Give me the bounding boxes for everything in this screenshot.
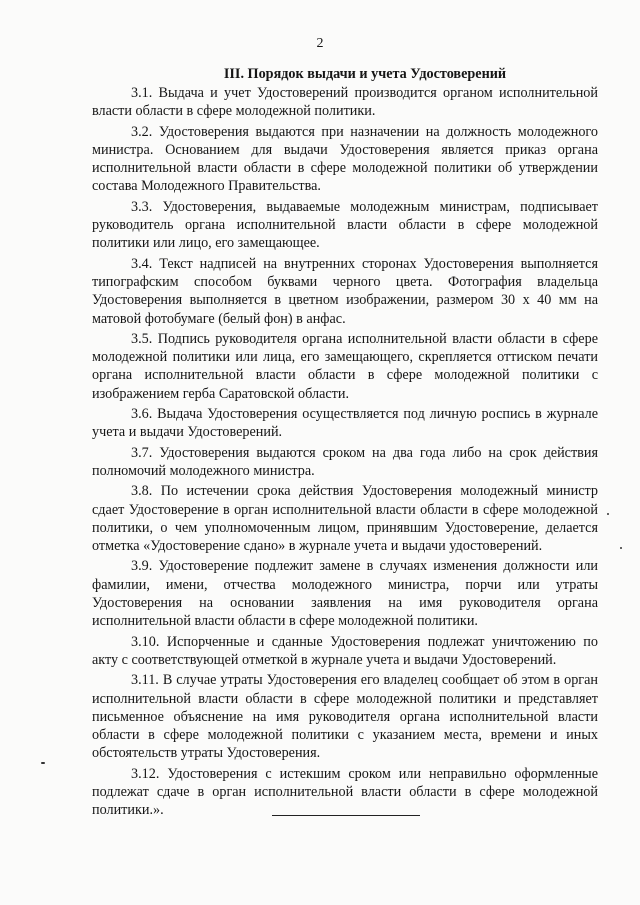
paragraph-3-6: 3.6. Выдача Удостоверения осуществляется под личную роспись в журнале учета и выдачи Удостоверений. <box>92 406 598 441</box>
paragraph-3-5: 3.5. Подпись руководителя органа исполнительной власти области в сфере молодежной политики или лица, его замещающего, скрепляется оттиском печати органа исполнительной власти области в сфере молодежной политики с изображением герба Саратовской области. <box>92 330 598 402</box>
scan-speck <box>41 762 45 764</box>
paragraph-3-11: 3.11. В случае утраты Удостоверения его владелец сообщает об этом в орган исполнительной власти области в сфере молодежной политики и представляет письменное объяснение на имя руководителя органа исполнительной власти области в сфере молодежной политики с указанием места, времени и иных обстоятельств утраты Удостоверения. <box>92 672 598 762</box>
page-number: 2 <box>316 36 324 51</box>
paragraph-3-12: 3.12. Удостоверения с истекшим сроком или неправильно оформленные подлежат сдаче в орган исполнительной власти области в сфере молодежной политики.». <box>92 765 598 819</box>
paragraph-3-4: 3.4. Текст надписей на внутренних сторонах Удостоверения выполняется типографским способом буквами черного цвета. Фотография владельца Удостоверения выполняется в цветном изображении, размером 30 х 40 мм на матовой фотобумаге (белый фон) в анфас. <box>92 255 598 327</box>
scan-speck <box>607 513 609 515</box>
section-title: III. Порядок выдачи и учета Удостоверений <box>223 66 507 82</box>
document-body <box>92 65 598 822</box>
paragraph-3-2: 3.2. Удостоверения выдаются при назначении на должность молодежного министра. Основанием для выдачи Удостоверения является приказ органа исполнительной власти области в сфере молодежной политики об утверждении состава Молодежного Правительства. <box>92 123 598 195</box>
scan-speck <box>620 547 622 549</box>
paragraph-3-7: 3.7. Удостоверения выдаются сроком на два года либо на срок действия полномочий молодежного министра. <box>92 444 598 479</box>
paragraph-3-1: 3.1. Выдача и учет Удостоверений производится органом исполнительной власти области в сфере молодежной политики. <box>92 85 598 120</box>
paragraph-3-8: 3.8. По истечении срока действия Удостоверения молодежный министр сдает Удостоверение в орган исполнительной власти области в сфере молодежной политики, о чем уполномоченным лицом, принявшим Удостоверение, делается отметка «Удостоверение сдано» в журнале учета и выдачи удостоверений. <box>92 483 598 555</box>
paragraph-3-3: 3.3. Удостоверения, выдаваемые молодежным министрам, подписывает руководитель органа исполнительной власти области в сфере молодежной политики или лицо, его замещающее. <box>92 198 598 252</box>
paragraph-3-9: 3.9. Удостоверение подлежит замене в случаях изменения должности или фамилии, имени, отчества молодежного министра, порчи или утраты Удостоверения на основании заявления на имя руководителя органа исполнительной власти области в сфере молодежной политики. <box>92 558 598 630</box>
closing-rule-line <box>272 815 420 816</box>
paragraph-3-10: 3.10. Испорченные и сданные Удостоверения подлежат уничтожению по акту с соответствующей отметкой в журнале учета и выдачи Удостоверений. <box>92 633 598 668</box>
